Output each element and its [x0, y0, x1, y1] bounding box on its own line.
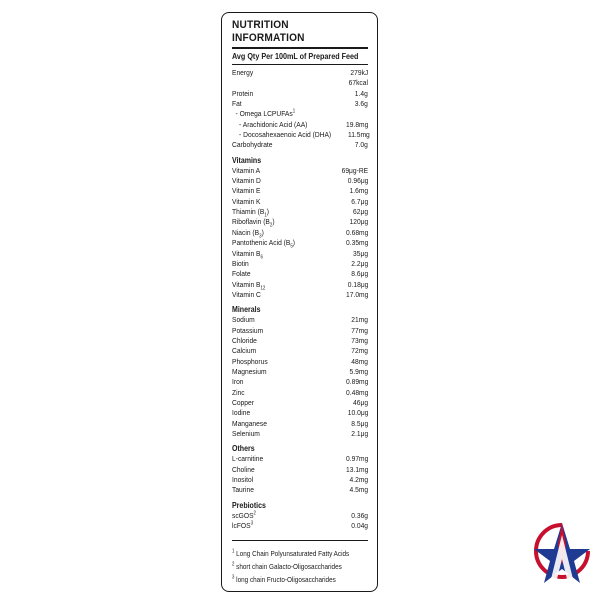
- nutrient-name: [232, 336, 257, 346]
- nutrient-name: [232, 408, 250, 418]
- nutrient-value: 48mg: [351, 356, 368, 366]
- nutrient-row: [232, 259, 368, 269]
- nutrient-name: [232, 485, 254, 495]
- nutrient-name: [232, 429, 260, 439]
- nutrient-value: 7.0g: [354, 140, 368, 150]
- nutrient-value: 11.5mg: [347, 130, 370, 140]
- nutrient-row: [232, 186, 368, 196]
- nutrient-value: 0.36g: [351, 510, 368, 520]
- nutrient-value: 0.35mg: [345, 238, 368, 248]
- nutrient-name: [232, 377, 244, 387]
- prebiotics-heading: Prebiotics: [232, 500, 266, 510]
- nutrient-value: 0.48mg: [345, 387, 368, 397]
- nutrient-name-text: scGOS: [232, 510, 254, 520]
- nutrient-value: 4.5mg: [349, 485, 368, 495]
- nutrient-name-text: Iodine: [232, 408, 251, 418]
- nutrient-row: [232, 249, 368, 259]
- nutrient-value: 3.6g: [354, 99, 368, 109]
- nutrient-name: [232, 465, 255, 475]
- footnote-mark: 3: [232, 574, 235, 581]
- nutrient-name-tail: ): [261, 227, 264, 237]
- divider: [232, 64, 368, 65]
- nutrient-row: [232, 357, 368, 367]
- nutrient-row: [232, 68, 368, 78]
- nutrient-row: [232, 475, 368, 485]
- nutrient-row: [232, 419, 368, 429]
- nutrient-value: 0.04g: [351, 521, 368, 531]
- nutrient-row: [232, 336, 368, 346]
- nutrient-value: 8.5μg: [351, 418, 368, 428]
- nutrient-name-tail: ): [272, 217, 275, 227]
- nutrient-name-text: Calcium: [232, 346, 257, 356]
- footnote-text: long chain Fructo-Oligosaccharides: [236, 575, 336, 585]
- nutrient-row: [232, 197, 368, 207]
- footnote-text: Long Chain Polyunsaturated Fatty Acids: [236, 549, 350, 559]
- nutrient-name-text: lcFOS: [232, 521, 251, 531]
- minerals-block: [232, 315, 368, 439]
- footnote-mark: 1: [232, 548, 235, 555]
- nutrient-name-text: Iron: [232, 377, 244, 387]
- nutrient-name: [232, 186, 260, 196]
- nutrient-value: 10.0μg: [347, 408, 368, 418]
- nutrient-row: [232, 109, 368, 119]
- nutrient-name: [232, 388, 245, 398]
- nutrient-value: 6.7μg: [351, 196, 368, 206]
- nutrient-name: [232, 398, 254, 408]
- nutrient-name-text: Biotin: [232, 258, 249, 268]
- panel-subtitle: Avg Qty Per 100mL of Prepared Feed: [232, 52, 359, 61]
- nutrient-name-text: Potassium: [232, 325, 264, 335]
- nutrient-name-text: L-carnitine: [232, 454, 264, 464]
- nutrient-name-text: Riboflavin (B: [232, 217, 270, 227]
- vitamins-block: [232, 166, 368, 300]
- star-badge-icon: [530, 515, 594, 587]
- nutrient-name-text: Vitamin B: [232, 279, 261, 289]
- nutrient-name: [232, 521, 253, 531]
- nutrient-name: [232, 326, 263, 336]
- nutrient-name-text: Choline: [232, 464, 255, 474]
- nutrient-value: 21mg: [351, 315, 368, 325]
- others-block: [232, 454, 368, 495]
- vitamins-heading: Vitamins: [232, 155, 262, 165]
- nutrient-value: 69μg-RE: [341, 165, 368, 175]
- nutrient-name: [232, 419, 267, 429]
- nutrient-name: [232, 346, 256, 356]
- nutrient-name: [232, 120, 307, 130]
- nutrient-name: [232, 207, 269, 217]
- nutrient-name-text: Niacin (B: [232, 227, 260, 237]
- nutrient-value: 19.8mg: [345, 119, 368, 129]
- nutrient-name-text: Vitamin E: [232, 186, 261, 196]
- subscript: 6: [260, 254, 263, 261]
- nutrient-value: 1.6mg: [349, 186, 368, 196]
- prebiotics-block: [232, 511, 368, 532]
- nutrient-name: [232, 68, 253, 78]
- nutrient-row: [232, 398, 368, 408]
- nutrient-row: [232, 207, 368, 217]
- energy-block: [232, 68, 368, 89]
- nutrient-name: [232, 99, 242, 109]
- nutrient-value: 120μg: [349, 217, 368, 227]
- footnote-item: [232, 547, 349, 560]
- nutrient-name-text: Thiamin (B: [232, 207, 265, 217]
- nutrient-value: 4.2mg: [349, 475, 368, 485]
- nutrient-row: [232, 511, 368, 521]
- nutrient-name-text: Carbohydrate: [232, 140, 273, 150]
- nutrient-name-text: Copper: [232, 397, 254, 407]
- nutrient-name: [232, 228, 264, 238]
- nutrient-name-text: Vitamin D: [232, 176, 261, 186]
- footnote-item: [232, 560, 349, 573]
- nutrient-row: [232, 388, 368, 398]
- nutrient-value: 0.89mg: [345, 377, 368, 387]
- nutrient-value: 0.18μg: [347, 279, 368, 289]
- others-heading: Others: [232, 444, 255, 454]
- superscript: 2: [253, 510, 256, 517]
- minerals-heading: Minerals: [232, 305, 261, 315]
- nutrient-value: 73mg: [351, 335, 368, 345]
- nutrient-name: [232, 89, 253, 99]
- nutrient-value: 77mg: [351, 325, 368, 335]
- nutrient-name-text: Manganese: [232, 418, 267, 428]
- nutrient-name-text: Pantothenic Acid (B: [232, 238, 291, 248]
- subscript: 12: [260, 285, 266, 292]
- nutrient-row: [232, 280, 368, 290]
- nutrient-name-text: Protein: [232, 88, 254, 98]
- superscript: 3: [250, 520, 254, 527]
- nutrient-name-text: Taurine: [232, 485, 254, 495]
- nutrient-name: [232, 367, 267, 377]
- nutrient-value: 1.4g: [354, 88, 368, 98]
- nutrient-name: [232, 280, 265, 290]
- footnote-text: short chain Galacto-Oligosaccharides: [236, 562, 342, 572]
- nutrient-name-text: Folate: [232, 269, 251, 279]
- nutrient-value: 0.96μg: [347, 176, 368, 186]
- nutrient-value: 67kcal: [348, 78, 368, 88]
- nutrient-name-text: Magnesium: [232, 366, 267, 376]
- footnotes: [232, 540, 368, 586]
- nutrient-value: 46μg: [352, 397, 368, 407]
- nutrient-row: [232, 238, 368, 248]
- nutrient-name: [232, 217, 275, 227]
- nutrient-name: [232, 259, 249, 269]
- nutrient-name-text: Vitamin C: [232, 289, 261, 299]
- nutrient-name-tail: ): [266, 207, 269, 217]
- footnote-mark: 2: [232, 561, 235, 568]
- nutrient-name-text: Fat: [232, 99, 242, 109]
- nutrient-name: [232, 238, 295, 248]
- nutrient-name: [232, 197, 260, 207]
- nutrient-row: [232, 465, 368, 475]
- nutrient-row: [232, 269, 368, 279]
- nutrient-name-text: Energy: [232, 68, 254, 77]
- nutrient-value: 2.1μg: [351, 429, 368, 438]
- nutrient-name: [232, 269, 251, 279]
- nutrient-name: [232, 249, 263, 259]
- nutrient-row: [232, 377, 368, 387]
- nutrient-name: [232, 475, 253, 485]
- nutrient-name-text: - Omega LCPUFAs: [235, 109, 293, 119]
- nutrient-name-tail: ): [292, 238, 296, 248]
- nutrient-value: 8.6μg: [351, 269, 368, 279]
- nutrient-value: 279kJ: [350, 68, 368, 77]
- subscript: 1: [264, 212, 267, 219]
- nutrient-row: [232, 217, 368, 227]
- nutrient-row: [232, 89, 368, 99]
- panel-title: NUTRITION INFORMATION: [232, 19, 305, 44]
- nutrient-name: [232, 140, 272, 150]
- nutrient-name: [232, 290, 261, 300]
- nutrient-row: [232, 485, 368, 495]
- nutrient-name-text: Vitamin A: [232, 165, 261, 175]
- nutrient-name: [232, 454, 263, 464]
- footnote-item: [232, 573, 349, 586]
- macros-block: [232, 89, 368, 151]
- nutrient-name-text: Chloride: [232, 335, 257, 345]
- nutrient-name-text: - Arachidonic Acid (AA): [239, 119, 308, 129]
- nutrient-name-text: Inositol: [232, 475, 254, 485]
- nutrient-name-text: Vitamin B: [232, 248, 261, 258]
- nutrient-row: [232, 120, 368, 130]
- superscript: 1: [292, 108, 296, 115]
- subscript: 2: [269, 222, 273, 229]
- nutrient-value: 17.0mg: [345, 289, 368, 299]
- subscript: 3: [259, 233, 262, 240]
- nutrient-name-text: - Docosahexaenoic Acid (DHA): [239, 130, 332, 140]
- nutrient-row: [232, 454, 368, 464]
- nutrient-row: [232, 176, 368, 186]
- nutrient-name: [232, 511, 256, 521]
- nutrient-name: [232, 176, 261, 186]
- nutrient-row: [232, 346, 368, 356]
- nutrient-value: 62μg: [352, 207, 368, 217]
- nutrient-value: 13.1mg: [345, 464, 368, 474]
- nutrient-value: 0.97mg: [345, 454, 368, 464]
- nutrient-name-text: Phosphorus: [232, 356, 268, 366]
- nutrient-row: [232, 78, 368, 88]
- nutrient-row: [232, 367, 368, 377]
- nutrient-row: [232, 408, 368, 418]
- nutrition-panel: [221, 12, 378, 592]
- nutrient-name: [232, 130, 331, 140]
- nutrient-row: [232, 315, 368, 325]
- subscript: 5: [290, 243, 293, 250]
- nutrient-row: [232, 326, 368, 336]
- nutrient-row: [232, 290, 368, 300]
- nutrient-value: 0.68mg: [345, 227, 368, 237]
- nutrient-name-text: Zinc: [232, 387, 245, 397]
- nutrient-row: [232, 429, 368, 439]
- nutrient-row: [232, 521, 368, 531]
- nutrient-value: 72mg: [351, 346, 368, 356]
- nutrient-name-text: Sodium: [232, 315, 255, 325]
- nutrient-name-text: Vitamin K: [232, 196, 261, 206]
- divider: [232, 47, 368, 49]
- nutrient-value: 2.2μg: [351, 258, 368, 268]
- nutrient-row: [232, 130, 368, 140]
- nutrient-row: [232, 140, 368, 150]
- nutrient-value: 5.9mg: [349, 366, 368, 376]
- nutrient-name: [232, 109, 295, 119]
- nutrient-name: [232, 315, 255, 325]
- nutrient-row: [232, 228, 368, 238]
- nutrient-row: [232, 166, 368, 176]
- nutrient-name-text: Selenium: [232, 429, 260, 438]
- nutrient-row: [232, 99, 368, 109]
- nutrient-value: 35μg: [352, 248, 368, 258]
- nutrient-name: [232, 357, 268, 367]
- nutrient-name: [232, 166, 260, 176]
